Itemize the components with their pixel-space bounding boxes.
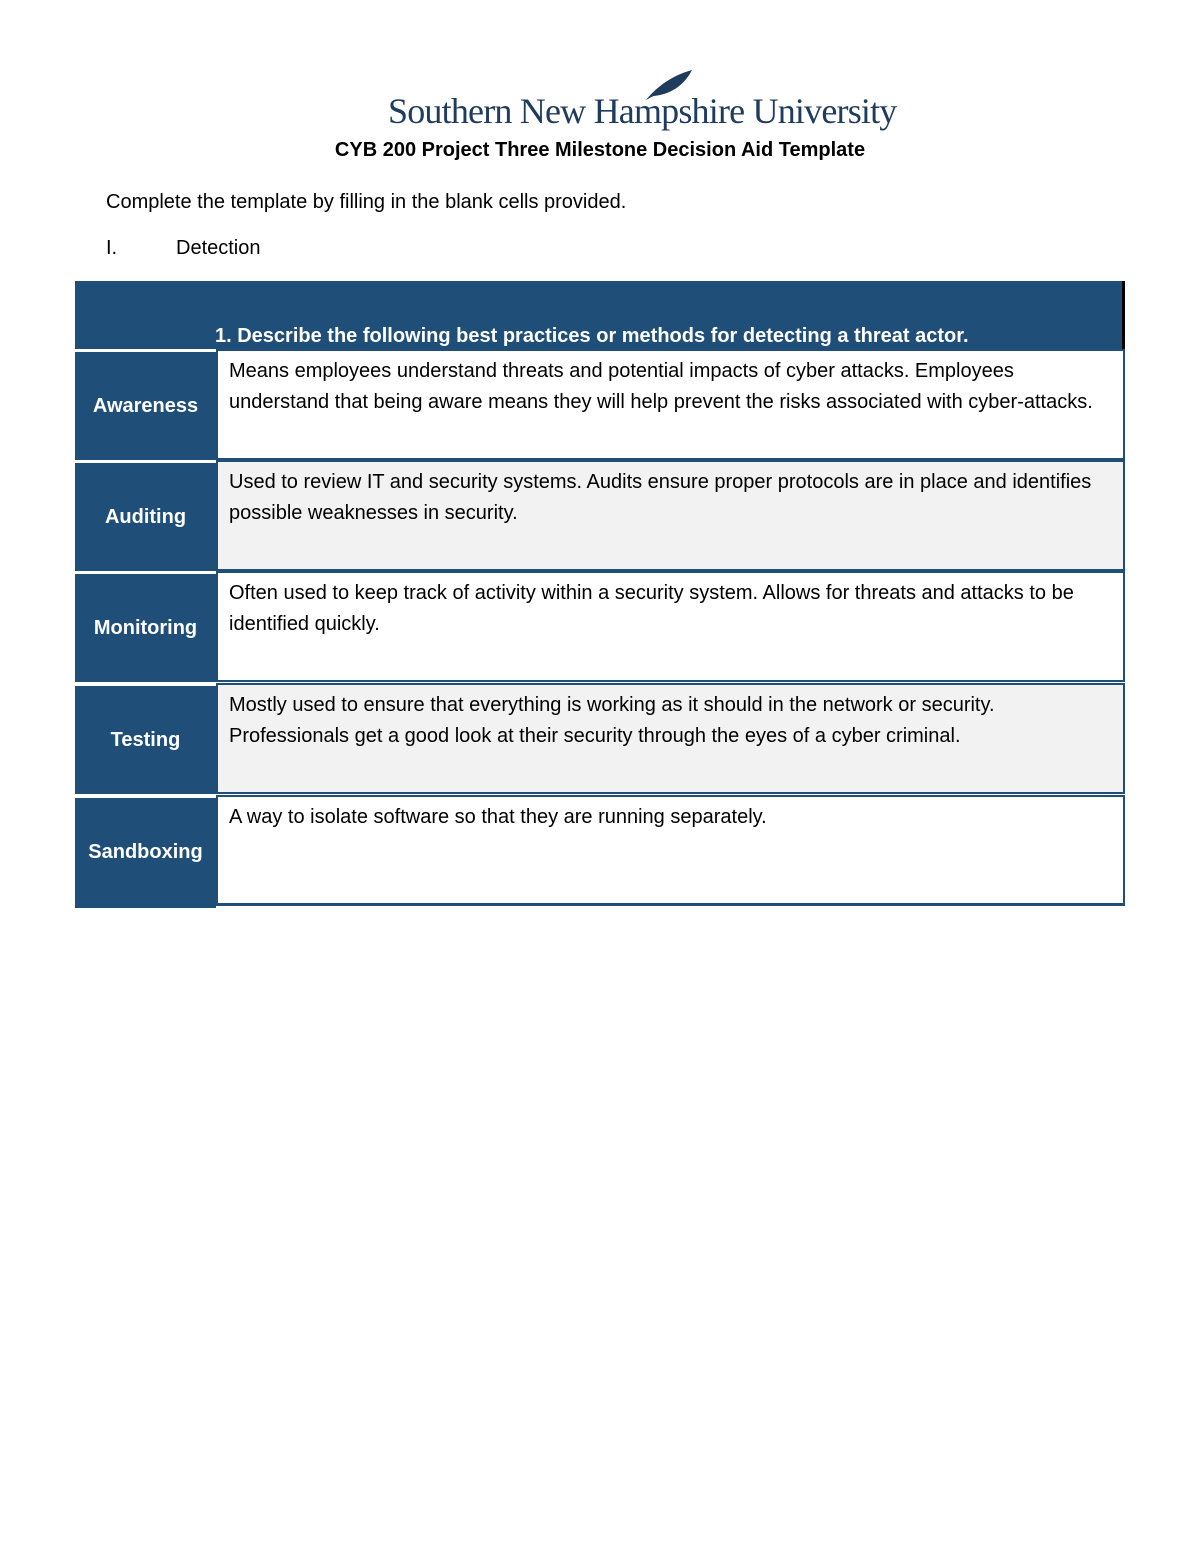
row-label-testing: Testing <box>75 683 216 794</box>
row-label-sandboxing: Sandboxing <box>75 795 216 906</box>
row-text-awareness[interactable]: Means employees understand threats and potential impacts of cyber attacks. Employees understand that being aware means they will help prevent the risks associated with cyber-attacks. <box>216 349 1125 460</box>
document-title: CYB 200 Project Three Milestone Decision Aid Template <box>334 139 866 161</box>
table-header <box>75 281 1125 349</box>
instructions-text: Complete the template by filling in the blank cells provided. <box>106 191 627 213</box>
university-logo <box>388 68 897 138</box>
row-text-monitoring[interactable]: Often used to keep track of activity within a security system. Allows for threats and attacks to be identified quickly. <box>216 571 1125 682</box>
section-title: Detection <box>176 237 261 259</box>
row-label-awareness: Awareness <box>75 349 216 460</box>
row-text-testing[interactable]: Mostly used to ensure that everything is working as it should in the network or security. Professionals get a good look at their security through the eyes of a cyber criminal. <box>216 683 1125 794</box>
logo-wordmark: Southern New Hampshire University <box>388 91 897 131</box>
section-heading <box>106 237 261 260</box>
row-label-auditing: Auditing <box>75 460 216 571</box>
table-row <box>75 683 1125 794</box>
section-number: I. <box>106 237 118 259</box>
table-row <box>75 349 1125 460</box>
row-label-monitoring: Monitoring <box>75 571 216 682</box>
table-row <box>75 795 1125 906</box>
detection-table <box>75 281 1125 909</box>
row-text-auditing[interactable]: Used to review IT and security systems. Audits ensure proper protocols are in place and identifies possible weaknesses in security. <box>216 460 1125 571</box>
table-bottom-rule <box>75 905 216 908</box>
table-header-text: 1. Describe the following best practices or methods for detecting a threat actor. <box>215 325 969 347</box>
table-row <box>75 571 1125 682</box>
table-row <box>75 460 1125 571</box>
row-text-sandboxing[interactable]: A way to isolate software so that they are running separately. <box>216 795 1125 906</box>
